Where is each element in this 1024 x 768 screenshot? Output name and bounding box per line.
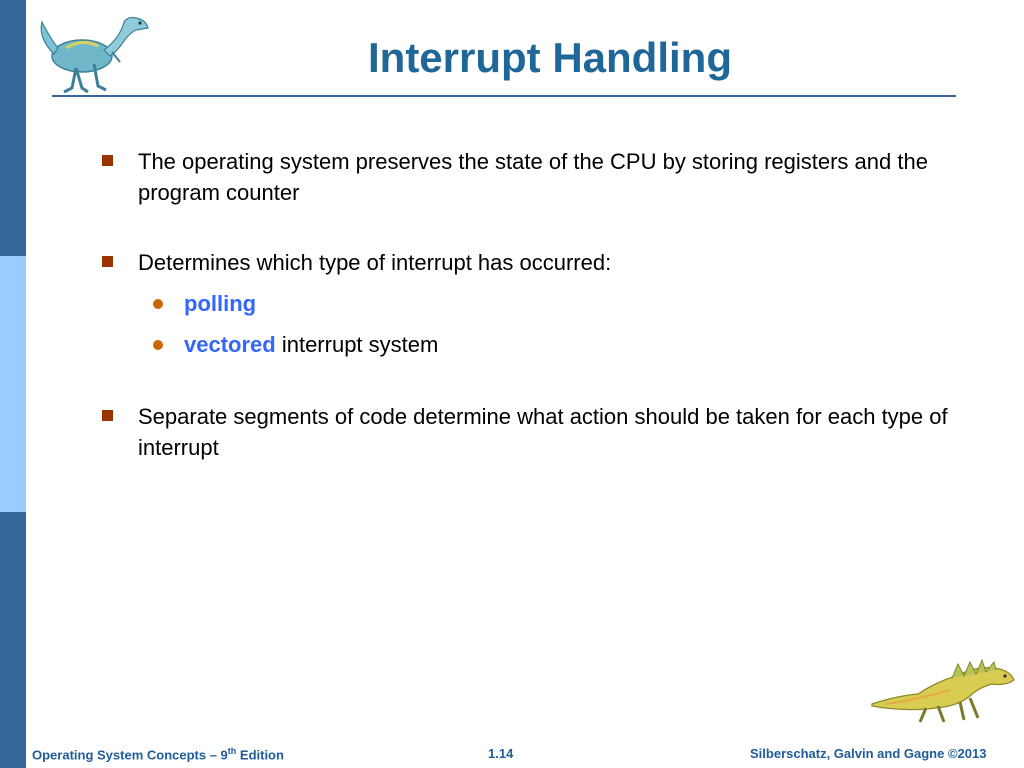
highlight-term: polling	[184, 291, 257, 316]
sub-list-item	[100, 288, 980, 319]
sidebar-light-segment	[0, 256, 26, 512]
round-bullet-icon	[153, 340, 163, 350]
dinosaur-icon	[866, 656, 1018, 726]
list-item	[100, 401, 980, 463]
footer-copyright: Silberschatz, Galvin and Gagne ©2013	[750, 746, 987, 761]
sub-item-text: interrupt system	[275, 332, 439, 357]
list-item	[100, 146, 980, 208]
bullet-text: Determines which type of interrupt has occurred:	[138, 250, 612, 275]
page-title: Interrupt Handling	[368, 34, 732, 81]
sub-list-item	[100, 329, 980, 360]
square-bullet-icon	[102, 155, 113, 166]
square-bullet-icon	[102, 256, 113, 267]
bullet-list	[100, 146, 980, 463]
highlight-term: vectored	[184, 332, 276, 357]
list-item	[100, 247, 980, 278]
bullet-text: The operating system preserves the state of the CPU by storing registers and the program counter	[138, 149, 928, 205]
dinosaur-icon	[36, 8, 156, 94]
square-bullet-icon	[102, 410, 113, 421]
left-sidebar-band	[0, 0, 26, 768]
round-bullet-icon	[153, 299, 163, 309]
bullet-text: Separate segments of code determine what action should be taken for each type of interrupt	[138, 404, 948, 460]
footer-book-title: Operating System Concepts – 9th Edition	[32, 746, 284, 763]
title-divider	[52, 95, 956, 97]
footer-page-number: 1.14	[488, 746, 514, 761]
